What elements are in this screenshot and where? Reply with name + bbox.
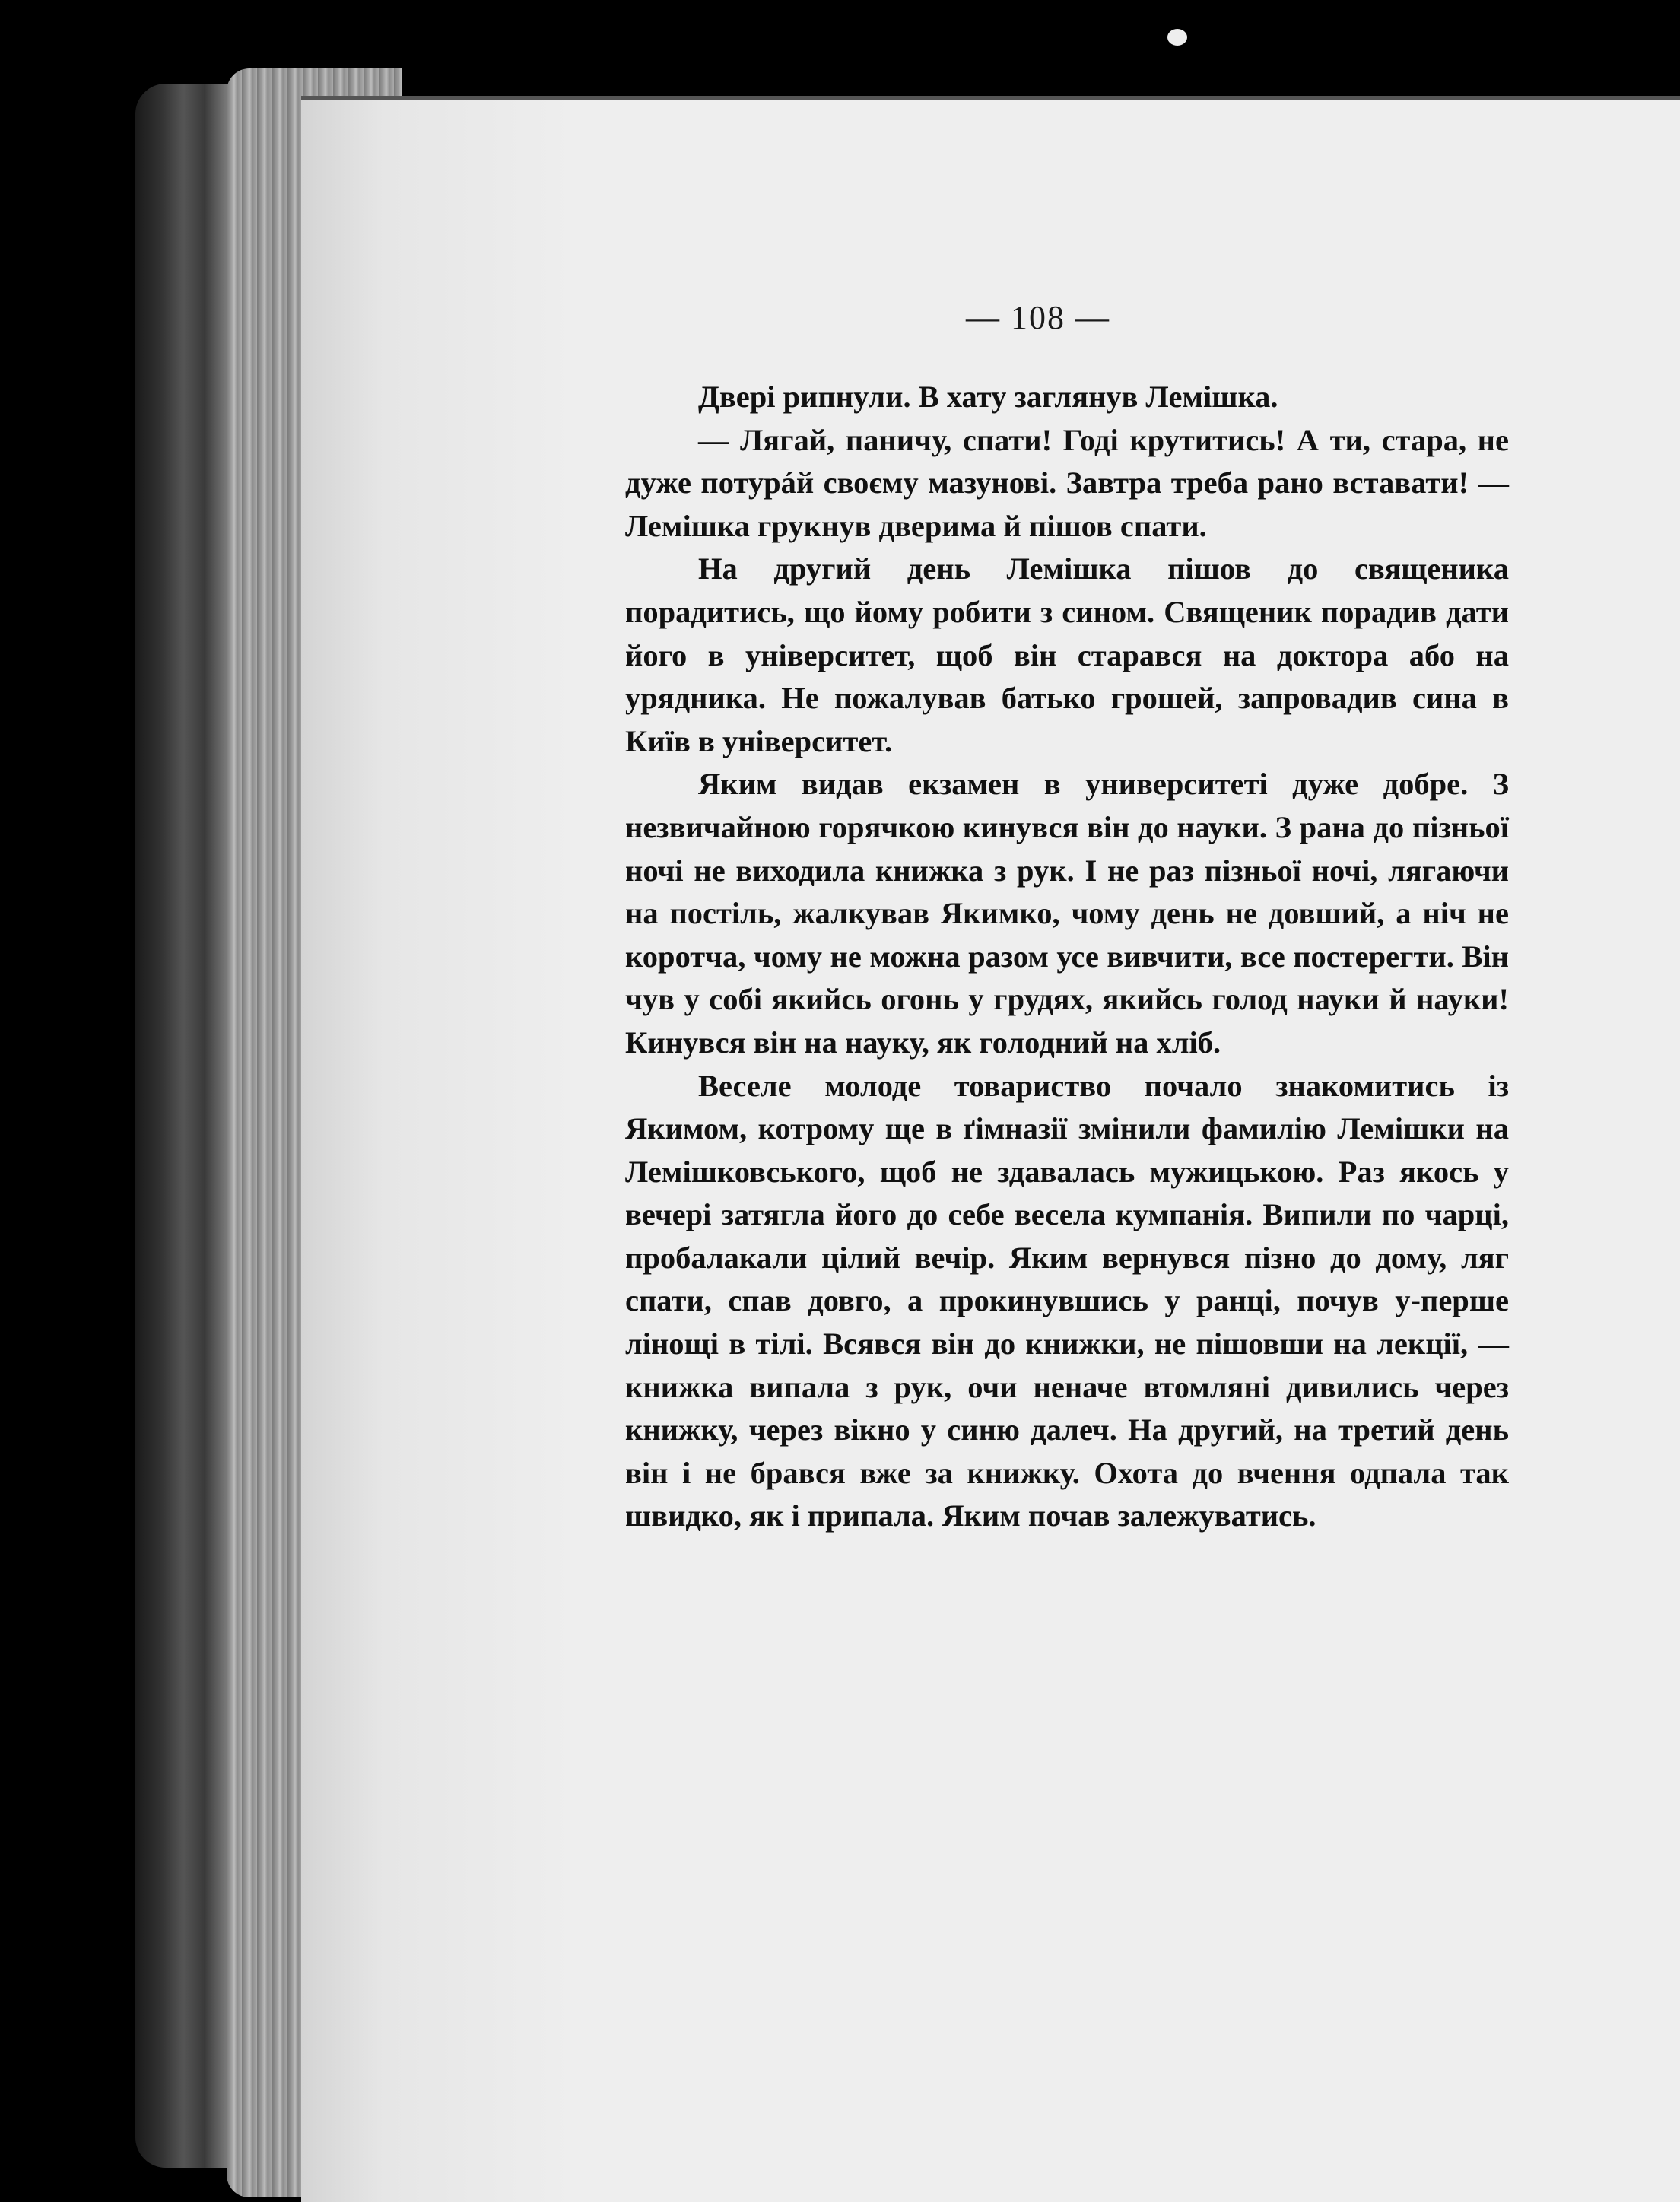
body-text — [625, 376, 1509, 1538]
paragraph: Яким видав екзамен в университеті дуже добре. З незвичайною горячкою кинувся він до науки. З рана до пізньої ночі не виходила книжка з рук. І не раз пізньої ночі, лягаючи на постіль, жалкував Якимко, чому день не довший, а ніч не коротча, чому не можна разом усе вивчити, все постерегти. Він чув у собі якийсь огонь у грудях, якийсь голод науки й науки! Кинувся він на науку, як голодний на хліб. — [625, 767, 1509, 1060]
paragraph: — Лягай, паничу, спати! Годі крутитись! А ти, стара, не дуже потурáй своєму мазунові. Завтра треба рано вставати! — Лемішка грукнув дверима й пішов спати. — [625, 422, 1509, 543]
paragraph: Веселе молоде товариство почало знакомитись із Якимом, котрому ще в ґімназії змінили фамилію Лемішки на Лемішковського, щоб не здавалась мужицькою. Раз якось у вечері затягла його до себе весела кумпанія. Випили по чарці, пробалакали цілий вечір. Яким вернувся пізно до дому, ляг спати, спав довго, а прокинувшись у ранці, почув у-перше лінощі в тілі. Всявся він до книжки, не пішовши на лекції, — книжка випала з рук, очи неначе втомляні дивились через книжку, через вікно у синю далеч. На другий, на третий день він і не брався вже за книжку. Охота до вчення одпала так швидко, як і припала. Яким почав залежуватись. — [625, 1068, 1509, 1533]
scan-speck — [1167, 29, 1187, 46]
book-cover-edge — [135, 84, 242, 2168]
paragraph: На другий день Лемішка пішов до священика порадитись, що йому робити з сином. Священик порадив дати його в університет, щоб він старався на доктора або на урядника. Не пожалував батько грошей, запровадив сина в Київ в університет. — [625, 551, 1509, 758]
page-number: — 108 — — [966, 299, 1110, 336]
paragraph: Двері рипнули. В хату заглянув Лемішка. — [698, 380, 1278, 414]
